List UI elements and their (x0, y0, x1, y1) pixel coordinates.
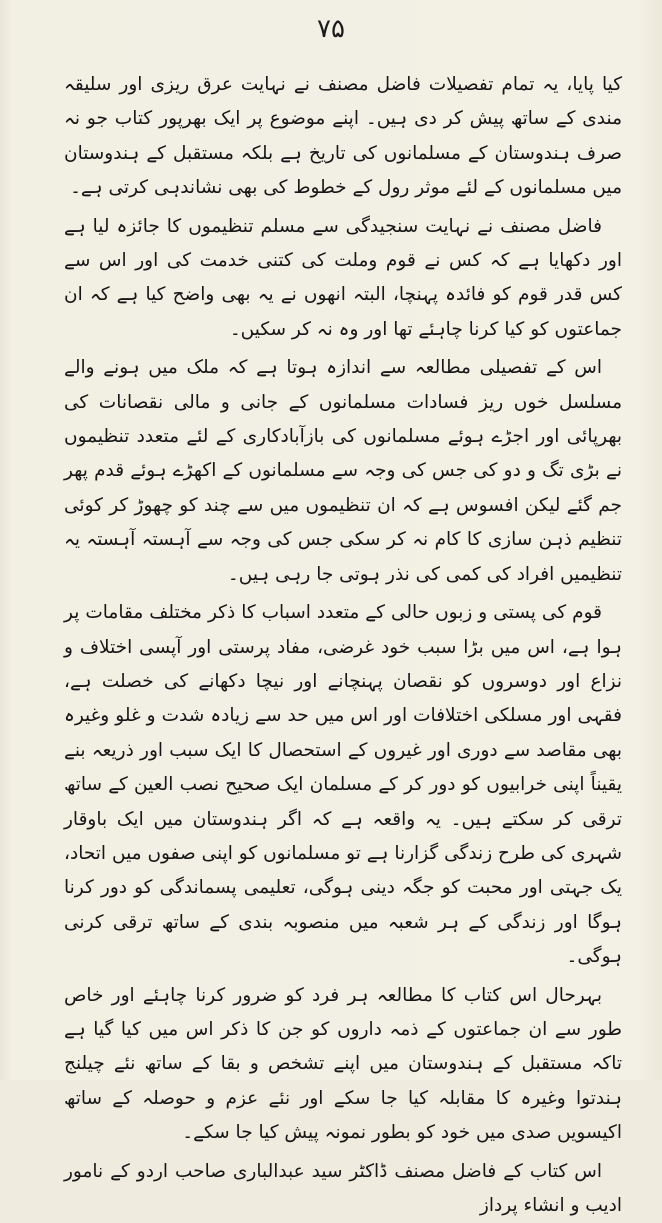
paragraph: فاضل مصنف نے نہایت سنجیدگی سے مسلم تنظیموں کا جائزہ لیا ہے اور دکھایا ہے کہ کس نے قوم وملت کی کتنی خدمت کی اور اس سے کس قدر قوم کو فائدہ پہنچا، البتہ انھوں نے یہ بھی واضح کیا ہے کہ ان جماعتوں کو کیا کرنا چاہئے تھا اور وہ نہ کر سکیں۔ (64, 215, 622, 340)
body-text (64, 68, 622, 1223)
page-number: ۷۵ (317, 14, 345, 44)
paragraph: بہرحال اس کتاب کا مطالعہ ہر فرد کو ضرور کرنا چاہئے اور خاص طور سے ان جماعتوں کے ذمہ داروں کو جن کا ذکر اس میں کیا گیا ہے تاکہ مستقبل کے ہندوستان میں اپنے تشخص و بقا کے ساتھ نئے چیلنج ہندتوا وغیرہ کا مقابلہ کیا جا سکے اور نئے عزم و حوصلہ کے ساتھ اکیسویں صدی میں خود کو بطور نمونہ پیش کیا جا سکے۔ (64, 984, 622, 1144)
paragraph: کیا پایا، یہ تمام تفصیلات فاضل مصنف نے نہایت عرق ریزی اور سلیقہ مندی کے ساتھ پیش کر دی ہیں۔ اپنے موضوع پر ایک بھرپور کتاب جو نہ صرف ہندوستان کے مسلمانوں کی تاریخ ہے بلکہ مستقبل کے ہندوستان میں مسلمانوں کے لئے موثر رول کے خطوط کی بھی نشاندہی کرتی ہے۔ (64, 74, 622, 199)
paragraph: اس کتاب کے فاضل مصنف ڈاکٹر سید عبدالباری صاحب اردو کے نامور ادیب و انشاء پرداز (64, 1160, 622, 1216)
paragraph: اس کے تفصیلی مطالعہ سے اندازہ ہوتا ہے کہ ملک میں ہونے والے مسلسل خوں ریز فسادات مسلمانوں کے جانی و مالی نقصانات کی بھرپائی اور اجڑے ہوئے مسلمانوں کی بازآبادکاری کے لئے متعدد تنظیموں نے بڑی تگ و دو کی جس کی وجہ سے مسلمانوں کے اکھڑے ہوئے قدم پھر جم گئے لیکن افسوس ہے کہ ان تنظیموں میں سے چند کو چھوڑ کر کوئی تنظیم ذہن سازی کا کام نہ کر سکی جس کی وجہ سے آہستہ آہستہ یہ تنظیمیں افراد کی کمی کی نذر ہوتی جا رہی ہیں۔ (64, 357, 622, 585)
paragraph: قوم کی پستی و زبوں حالی کے متعدد اسباب کا ذکر مختلف مقامات پر ہوا ہے، اس میں بڑا سبب خود غرضی، مفاد پرستی اور آپسی اختلاف و نزاع اور دوسروں کو نقصان پہنچانے اور نیچا دکھانے کی خصلت ہے، فقہی اور مسلکی اختلافات اور اس میں حد سے زیادہ شدت و غلو وغیرہ بھی مقاصد سے دوری اور غیروں کے استحصال کا ایک سبب اور ذریعہ بنے یقیناً اپنی خرابیوں کو دور کر کے مسلمان ایک صحیح نصب العین کے ساتھ ترقی کر سکتے ہیں۔ یہ واقعہ ہے کہ اگر ہندوستان میں ایک باوقار شہری کی طرح زندگی گزارنا ہے تو مسلمانوں کو اپنی صفوں میں اتحاد، یک جہتی اور محبت کو جگہ دینی ہوگی، تعلیمی پسماندگی کو دور کرنا ہوگا اور زندگی کے ہر شعبہ میں منصوبہ بندی کے ساتھ ترقی کرنی ہوگی۔ (64, 602, 622, 968)
